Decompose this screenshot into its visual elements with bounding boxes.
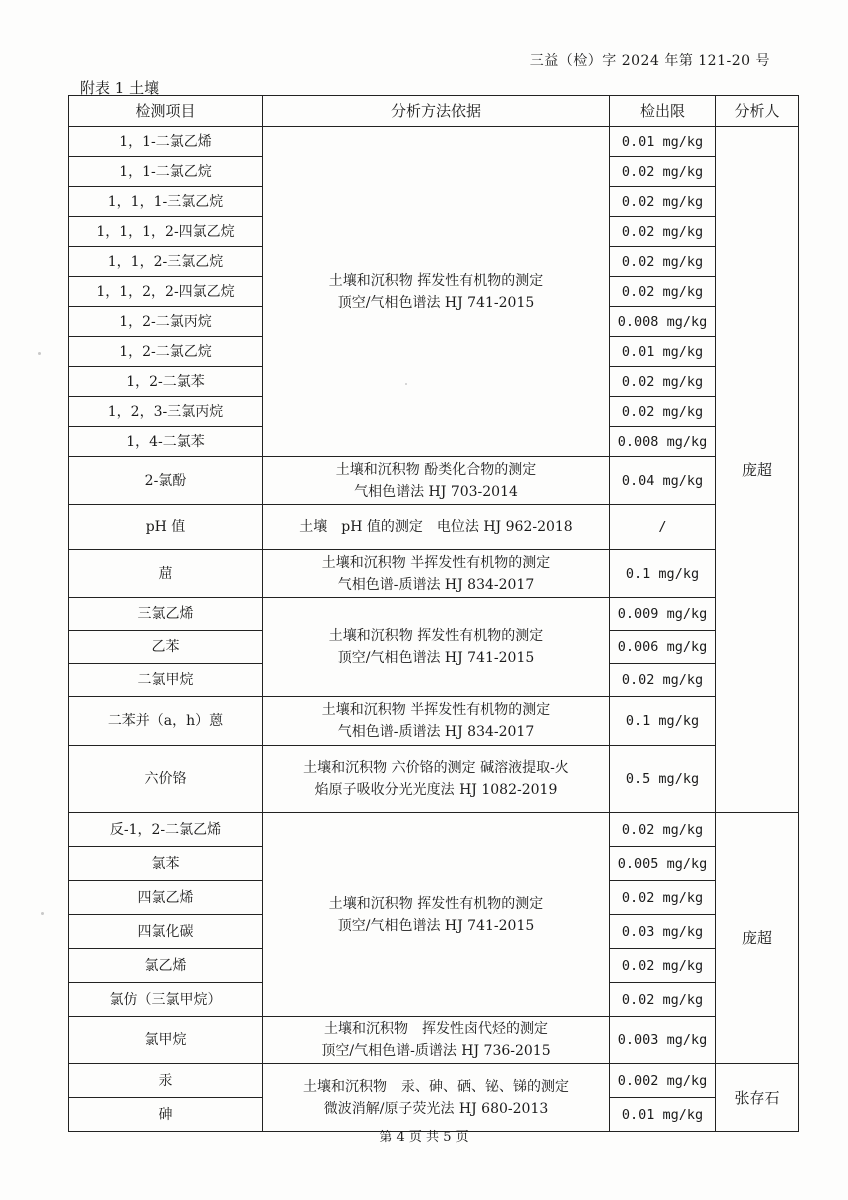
method-line: 气相色谱法 HJ 703-2014 [354, 483, 518, 500]
method-line: 顶空/气相色谱法 HJ 741-2015 [337, 917, 535, 934]
test-item: 1，2-二氯丙烷 [69, 307, 263, 337]
method-line: 土壤和沉积物 六价铬的测定 碱溶液提取-火 [303, 760, 569, 776]
method-line: 焰原子吸收分光光度法 HJ 1082-2019 [314, 782, 558, 798]
detection-limit: 0.02 mg/kg [610, 983, 716, 1017]
report-number: 三益（检）字 2024 年第 121-20 号 [529, 53, 770, 69]
test-item: 三氯乙烯 [69, 598, 263, 631]
detection-limit: 0.02 mg/kg [610, 277, 716, 307]
column-header-analyst: 分析人 [716, 96, 799, 127]
detection-limit: 0.008 mg/kg [610, 427, 716, 457]
table-row [69, 550, 799, 598]
detection-limit: 0.03 mg/kg [610, 915, 716, 949]
test-item: 1，1-二氯乙烯 [69, 127, 263, 157]
table-header-row [69, 96, 799, 127]
page-number: 第 4 页 共 5 页 [379, 1130, 469, 1145]
method-cell [263, 457, 610, 505]
test-item: 砷 [69, 1098, 263, 1132]
test-item: 乙苯 [69, 631, 263, 664]
test-item: 氯苯 [69, 847, 263, 881]
detection-limit: 0.02 mg/kg [610, 813, 716, 847]
test-item: 1，4-二氯苯 [69, 427, 263, 457]
test-item: 1，1-二氯乙烷 [69, 157, 263, 187]
detection-limit: 0.1 mg/kg [610, 550, 716, 598]
column-header-limit: 检出限 [610, 96, 716, 127]
test-item: 1，1，2，2-四氯乙烷 [69, 277, 263, 307]
method-cell [263, 550, 610, 598]
method-line: 土壤 pH 值的测定 电位法 HJ 962-2018 [299, 519, 573, 535]
detection-limit: 0.02 mg/kg [610, 397, 716, 427]
soil-test-table [68, 95, 799, 1132]
method-line: 土壤和沉积物 半挥发性有机物的测定 [321, 554, 551, 571]
detection-limit: 0.005 mg/kg [610, 847, 716, 881]
test-item: 四氯化碳 [69, 915, 263, 949]
detection-limit: 0.02 mg/kg [610, 367, 716, 397]
method-line: 顶空/气相色谱法 HJ 741-2015 [337, 650, 535, 666]
table-row [69, 457, 799, 505]
detection-limit: 0.01 mg/kg [610, 127, 716, 157]
detection-limit: 0.002 mg/kg [610, 1064, 716, 1098]
test-item: 1，1，1-三氯乙烷 [69, 187, 263, 217]
table-row [69, 1064, 799, 1098]
detection-limit: 0.1 mg/kg [610, 697, 716, 746]
method-line: 土壤和沉积物 酚类化合物的测定 [335, 461, 537, 478]
detection-limit: 0.003 mg/kg [610, 1017, 716, 1064]
method-line: 微波消解/原子荧光法 HJ 680-2013 [323, 1100, 549, 1117]
appendix-title: 附表 1 土壤 [80, 79, 160, 97]
method-line: 顶空/气相色谱-质谱法 HJ 736-2015 [321, 1043, 551, 1059]
test-item: 1，1，2-三氯乙烷 [69, 247, 263, 277]
test-item: 1，2-二氯苯 [69, 367, 263, 397]
analyst-cell: 张存石 [716, 1064, 799, 1132]
detection-limit: 0.5 mg/kg [610, 746, 716, 813]
table-row [69, 1017, 799, 1064]
analyst-cell: 庞超 [716, 127, 799, 813]
method-line: 土壤和沉积物 挥发性有机物的测定 [328, 895, 544, 912]
test-item: 䓛 [69, 550, 263, 598]
method-line: 土壤和沉积物 挥发性有机物的测定 [328, 628, 544, 644]
method-cell [263, 746, 610, 813]
detection-limit: 0.01 mg/kg [610, 1098, 716, 1132]
scan-speck [38, 352, 41, 355]
method-line: 土壤和沉积物 挥发性卤代烃的测定 [324, 1021, 548, 1037]
method-cell [263, 1017, 610, 1064]
test-item: 1，2，3-三氯丙烷 [69, 397, 263, 427]
column-header-item: 检测项目 [69, 96, 263, 127]
detection-limit: 0.006 mg/kg [610, 631, 716, 664]
detection-limit: 0.04 mg/kg [610, 457, 716, 505]
test-item: 六价铬 [69, 746, 263, 813]
analyst-cell: 庞超 [716, 813, 799, 1064]
detection-limit: 0.008 mg/kg [610, 307, 716, 337]
method-cell [263, 127, 610, 457]
test-item: 反-1，2-二氯乙烯 [69, 813, 263, 847]
table-row [69, 505, 799, 550]
scan-speck [405, 383, 407, 385]
test-item: 2-氯酚 [69, 457, 263, 505]
method-line: 气相色谱-质谱法 HJ 834-2017 [337, 724, 535, 740]
table-row [69, 813, 799, 847]
method-cell [263, 1064, 610, 1132]
detection-limit: / [610, 505, 716, 550]
detection-limit: 0.02 mg/kg [610, 664, 716, 697]
detection-limit: 0.02 mg/kg [610, 247, 716, 277]
table-row [69, 746, 799, 813]
column-header-method: 分析方法依据 [263, 96, 610, 127]
scan-speck [41, 912, 44, 915]
test-item: pH 值 [69, 505, 263, 550]
test-item: 氯仿（三氯甲烷） [69, 983, 263, 1017]
method-line: 气相色谱-质谱法 HJ 834-2017 [337, 576, 535, 593]
table-row [69, 697, 799, 746]
method-line: 土壤和沉积物 挥发性有机物的测定 [328, 272, 544, 289]
method-cell [263, 813, 610, 1017]
method-cell [263, 505, 610, 550]
method-cell [263, 697, 610, 746]
test-item: 氯甲烷 [69, 1017, 263, 1064]
detection-limit: 0.02 mg/kg [610, 157, 716, 187]
test-item: 四氯乙烯 [69, 881, 263, 915]
detection-limit: 0.02 mg/kg [610, 217, 716, 247]
test-item: 汞 [69, 1064, 263, 1098]
method-line: 顶空/气相色谱法 HJ 741-2015 [337, 294, 535, 311]
table-row [69, 127, 799, 157]
method-cell [263, 598, 610, 697]
detection-limit: 0.02 mg/kg [610, 187, 716, 217]
table-row [69, 598, 799, 631]
test-item: 二苯并（a，h）蒽 [69, 697, 263, 746]
detection-limit: 0.02 mg/kg [610, 881, 716, 915]
detection-limit: 0.009 mg/kg [610, 598, 716, 631]
test-item: 1，2-二氯乙烷 [69, 337, 263, 367]
test-item: 二氯甲烷 [69, 664, 263, 697]
method-line: 土壤和沉积物 汞、砷、硒、铋、锑的测定 [303, 1078, 569, 1095]
test-item: 1，1，1，2-四氯乙烷 [69, 217, 263, 247]
test-item: 氯乙烯 [69, 949, 263, 983]
detection-limit: 0.02 mg/kg [610, 949, 716, 983]
method-line: 土壤和沉积物 半挥发性有机物的测定 [321, 702, 551, 718]
detection-limit: 0.01 mg/kg [610, 337, 716, 367]
